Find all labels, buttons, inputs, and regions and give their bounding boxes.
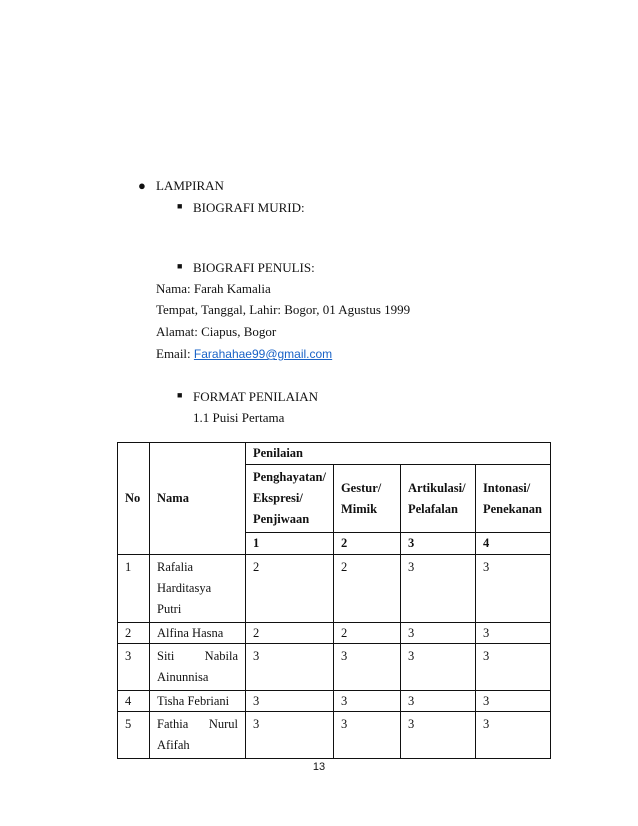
- alamat-line: Alamat: Ciapus, Bogor: [156, 324, 277, 339]
- ttl-line: Tempat, Tanggal, Lahir: Bogor, 01 Agustus 1999: [156, 302, 411, 317]
- square-bullet-icon: ■: [177, 201, 183, 211]
- lampiran-heading: LAMPIRAN: [156, 178, 224, 193]
- score: 3: [246, 644, 334, 691]
- page-number: 13: [312, 761, 326, 773]
- score: 3: [400, 644, 475, 691]
- table-row: [118, 623, 551, 644]
- score: 3: [400, 555, 475, 623]
- biografi-murid-heading: BIOGRAFI MURID:: [193, 200, 305, 215]
- table-row: [118, 555, 551, 623]
- header-criterion: Artikulasi/ Pelafalan: [400, 465, 475, 533]
- score: 3: [475, 555, 550, 623]
- score: 3: [246, 712, 334, 759]
- email-label: Email:: [156, 346, 191, 361]
- criterion-number: 3: [400, 533, 475, 555]
- score: 3: [475, 712, 550, 759]
- header-penilaian: Penilaian: [246, 443, 551, 465]
- score: 3: [400, 691, 475, 712]
- bullet-icon: ●: [138, 178, 146, 193]
- square-bullet-icon: ■: [177, 390, 183, 400]
- row-name: Tisha Febriani: [150, 691, 246, 712]
- table-row: [118, 712, 551, 759]
- score: 3: [475, 691, 550, 712]
- header-criterion: Gestur/ Mimik: [333, 465, 400, 533]
- score: 3: [333, 691, 400, 712]
- score: 3: [475, 623, 550, 644]
- subsection-title: 1.1 Puisi Pertama: [193, 410, 285, 425]
- score: 2: [246, 623, 334, 644]
- score: 3: [246, 691, 334, 712]
- row-no: 5: [118, 712, 150, 759]
- biografi-penulis-heading: BIOGRAFI PENULIS:: [193, 260, 315, 275]
- row-no: 1: [118, 555, 150, 623]
- table-row: [118, 691, 551, 712]
- criterion-number: 1: [246, 533, 334, 555]
- score: 3: [333, 644, 400, 691]
- score: 2: [246, 555, 334, 623]
- nama-line: Nama: Farah Kamalia: [156, 281, 271, 296]
- score: 3: [333, 712, 400, 759]
- score: 3: [475, 644, 550, 691]
- row-name: Fathia Nurul Afifah: [150, 712, 246, 759]
- format-penilaian-heading: FORMAT PENILAIAN: [193, 389, 319, 404]
- row-no: 4: [118, 691, 150, 712]
- email-link[interactable]: Farahahae99@gmail.com: [193, 347, 333, 361]
- email-line: [156, 346, 332, 362]
- square-bullet-icon: ■: [177, 261, 183, 271]
- header-nama: Nama: [150, 443, 246, 555]
- score: 3: [400, 623, 475, 644]
- score: 3: [400, 712, 475, 759]
- criterion-number: 2: [333, 533, 400, 555]
- row-no: 3: [118, 644, 150, 691]
- score: 2: [333, 623, 400, 644]
- row-no: 2: [118, 623, 150, 644]
- header-criterion: Penghayatan/ Ekspresi/ Penjiwaan: [246, 465, 334, 533]
- assessment-table: [117, 442, 551, 759]
- criterion-number: 4: [475, 533, 550, 555]
- table-row: [118, 644, 551, 691]
- header-criterion: Intonasi/ Penekanan: [475, 465, 550, 533]
- row-name: Siti Nabila Ainunnisa: [150, 644, 246, 691]
- row-name: Alfina Hasna: [150, 623, 246, 644]
- row-name: Rafalia Harditasya Putri: [150, 555, 246, 623]
- score: 2: [333, 555, 400, 623]
- header-no: No: [118, 443, 150, 555]
